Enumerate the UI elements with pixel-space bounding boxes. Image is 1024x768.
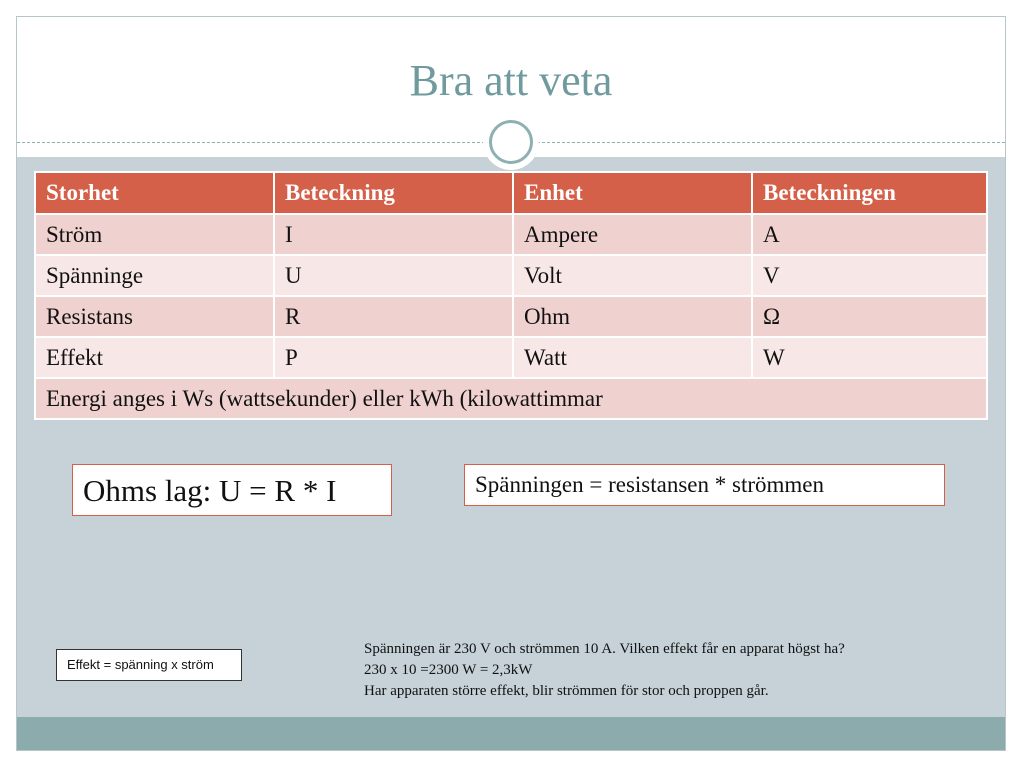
table-row — [35, 214, 987, 255]
table-cell: Ampere — [513, 214, 752, 255]
table-row — [35, 255, 987, 296]
table-cell: Spänninge — [35, 255, 274, 296]
quantities-table — [34, 171, 988, 420]
slide — [16, 16, 1006, 751]
table-cell: Resistans — [35, 296, 274, 337]
table-cell: Effekt — [35, 337, 274, 378]
table-footer-row — [35, 378, 987, 419]
table-row — [35, 296, 987, 337]
example-line-1: Spänningen är 230 V och strömmen 10 A. Vilken effekt får en apparat högst ha? — [364, 641, 845, 657]
divider-ring-inner-icon — [489, 120, 533, 164]
table-header-row — [35, 172, 987, 214]
effekt-formula-box: Effekt = spänning x ström — [56, 649, 242, 681]
table-row — [35, 337, 987, 378]
table-cell: Ström — [35, 214, 274, 255]
table-cell: Ohm — [513, 296, 752, 337]
example-line-3: Har apparaten större effekt, blir strömmen för stor och proppen går. — [364, 683, 769, 699]
table-cell: W — [752, 337, 987, 378]
table-cell: I — [274, 214, 513, 255]
column-header: Storhet — [35, 172, 274, 214]
table-cell: V — [752, 255, 987, 296]
ohms-law-words-box: Spänningen = resistansen * strömmen — [464, 464, 945, 506]
table-cell: P — [274, 337, 513, 378]
table-cell: Ω — [752, 296, 987, 337]
table-cell: Volt — [513, 255, 752, 296]
table-cell: U — [274, 255, 513, 296]
footer-band — [17, 717, 1005, 751]
ohms-law-box: Ohms lag: U = R * I — [72, 464, 392, 516]
column-header: Enhet — [513, 172, 752, 214]
example-line-2: 230 x 10 =2300 W = 2,3kW — [364, 662, 533, 678]
energy-note-cell: Energi anges i Ws (wattsekunder) eller kWh (kilowattimmar — [35, 378, 987, 419]
column-header: Beteckning — [274, 172, 513, 214]
column-header: Beteckningen — [752, 172, 987, 214]
table-cell: Watt — [513, 337, 752, 378]
slide-title: Bra att veta — [409, 56, 613, 105]
example-note — [364, 639, 845, 702]
table-cell: R — [274, 296, 513, 337]
table-cell: A — [752, 214, 987, 255]
